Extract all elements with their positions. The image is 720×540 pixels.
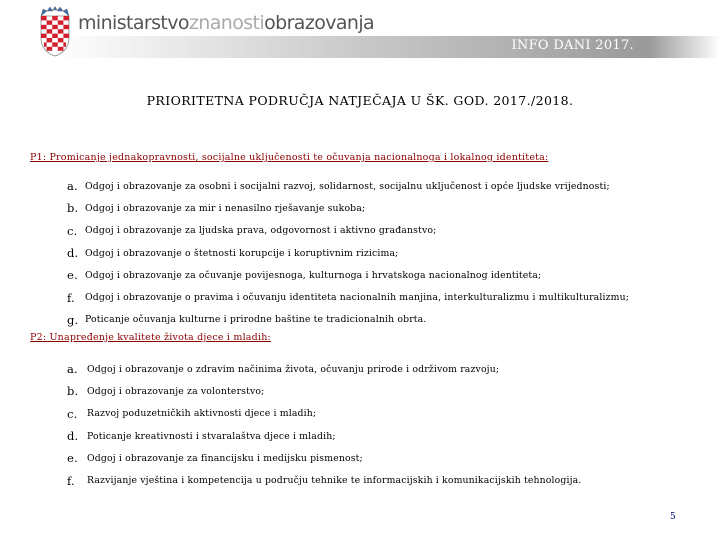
list-item-text: Razvoj poduzetničkih aktivnosti djece i mladih; [87,408,317,420]
list-item [67,197,629,219]
header-gradient-bar-end [650,36,720,58]
list-item-text: Razvijanje vještina i kompetencija u području tehnike te informacijskih i komunikacijskih tehnologija. [87,475,582,487]
list-marker: d. [67,429,79,444]
wordmark-part-znanosti: znanosti [188,12,265,34]
slide-header [0,0,720,56]
list-marker: c. [67,223,78,238]
priority-p1-list [67,175,629,331]
list-item-text: Odgoj i obrazovanje za očuvanje povijesnoga, kulturnoga i hrvatskoga nacionalnog identiteta; [85,269,542,281]
ministry-wordmark [78,12,374,34]
list-item-text: Odgoj i obrazovanje za mir i nenasilno rješavanje sukoba; [85,202,366,214]
list-item-text: Odgoj i obrazovanje za ljudska prava, odgovornost i aktivno građanstvo; [85,225,437,237]
list-marker: d. [67,246,79,261]
list-item-text: Odgoj i obrazovanje za financijsku i medijsku pismenost; [87,452,363,464]
list-item-text: Odgoj i obrazovanje za osobni i socijalni razvoj, solidarnost, socijalnu uključenost i opće ljudske vrijednosti; [85,180,610,192]
list-marker: b. [67,384,79,399]
slide-title: PRIORITETNA PODRUČJA NATJEČAJA U ŠK. GOD. 2017./2018. [146,93,574,108]
list-item-text: Odgoj i obrazovanje o štetnosti korupcije i koruptivnim rizicima; [85,247,399,259]
list-marker: f. [67,473,75,488]
croatian-coat-of-arms-icon [38,6,72,58]
list-marker: c. [67,406,78,421]
priority-p2-heading: P2: Unapređenje kvalitete života djece i mladih: [30,332,271,343]
list-marker: a. [67,179,78,194]
list-item-text: Odgoj i obrazovanje o pravima i očuvanju identiteta nacionalnih manjina, interkulturalizmu i multikulturalizmu; [85,292,630,304]
list-item [67,425,581,447]
list-item-text: Odgoj i obrazovanje o zdravim načinima života, očuvanju prirode i održivom razvoju; [87,363,500,375]
list-item-text: Odgoj i obrazovanje za volonterstvo; [87,385,265,397]
list-item [67,309,629,331]
ministry-logo [38,6,374,58]
list-item [67,175,629,197]
list-marker: f. [67,290,75,305]
wordmark-part-ministarstvo: ministarstvo [78,12,189,34]
list-item [67,264,629,286]
list-item-text: Poticanje očuvanja kulturne i prirodne baštine te tradicionalnih obrta. [85,314,427,326]
info-days-label: INFO DANI 2017. [511,38,634,53]
list-marker: e. [67,451,78,466]
list-marker: e. [67,268,78,283]
list-marker: a. [67,362,78,377]
list-item-text: Poticanje kreativnosti i stvaralaštva djece i mladih; [87,430,336,442]
priority-p2-list [67,358,581,492]
list-marker: g. [67,312,79,327]
list-item [67,380,581,402]
list-marker: b. [67,201,79,216]
list-item [67,358,581,380]
priority-p1-heading: P1: Promicanje jednakopravnosti, socijalne uključenosti te očuvanja nacionalnoga i lokalnog identiteta: [30,152,549,163]
wordmark-part-obrazovanja: obrazovanja [264,12,375,34]
list-item [67,220,629,242]
list-item [67,469,581,491]
list-item [67,447,581,469]
list-item [67,242,629,264]
page-number: 5 [670,512,676,522]
list-item [67,403,581,425]
list-item [67,286,629,308]
